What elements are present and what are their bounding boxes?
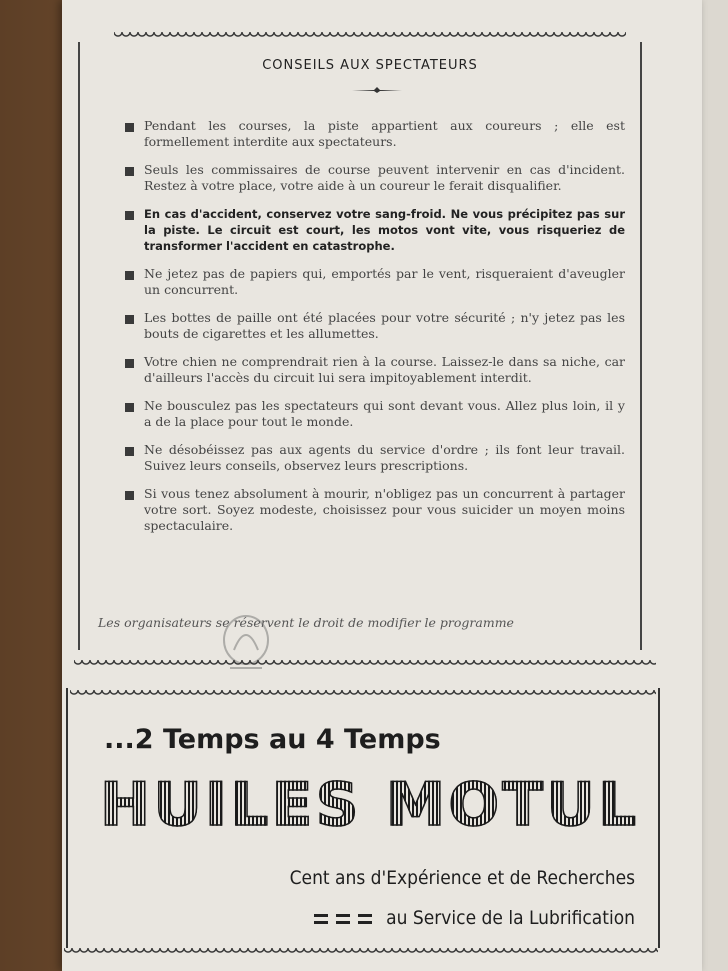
advice-text: Votre chien ne comprendrait rien à la course. Laissez-le dans sa niche, car d'ailleurs l'accès du circuit lui sera impitoyablement interdit. <box>144 354 625 385</box>
square-bullet-icon <box>125 211 134 220</box>
advice-text: Si vous tenez absolument à mourir, n'obligez pas un concurrent à partager votre sort. Soyez modeste, choisissez pour vous suicider un moyen moins spectaculaire. <box>144 486 625 533</box>
organizers-note: Les organisateurs se réservent le droit de modifier le programme <box>98 615 514 630</box>
advice-item <box>125 266 625 298</box>
advice-text: Pendant les courses, la piste appartient aux coureurs ; elle est formellement interdite aux spectateurs. <box>144 118 625 149</box>
advice-item <box>125 486 625 534</box>
tagline-line-2 <box>245 898 635 938</box>
title-ornament <box>352 86 402 94</box>
tagline-line-1: Cent ans d'Expérience et de Recherches <box>289 867 635 889</box>
advice-list <box>125 118 625 546</box>
square-bullet-icon <box>125 403 134 412</box>
square-bullet-icon <box>125 491 134 500</box>
advice-text: Ne bousculez pas les spectateurs qui sont devant vous. Allez plus loin, il y a de la place pour tout le monde. <box>144 398 625 429</box>
advice-text: Ne désobéissez pas aux agents du service d'ordre ; ils font leur travail. Suivez leurs conseils, observez leurs prescriptions. <box>144 442 625 473</box>
advice-item <box>125 206 625 254</box>
square-bullet-icon <box>125 315 134 324</box>
bottom-wavy-border <box>64 948 658 956</box>
ad-tagline <box>245 858 635 938</box>
tagline-line-2-text: au Service de la Lubrification <box>386 907 635 929</box>
adjacent-page <box>700 0 728 971</box>
top-wavy-border <box>114 32 626 40</box>
advice-item <box>125 398 625 430</box>
square-bullet-icon <box>125 447 134 456</box>
notice-title: CONSEILS AUX SPECTATEURS <box>262 58 478 73</box>
ornament-dashes-icon <box>314 912 372 926</box>
advice-text: En cas d'accident, conservez votre sang-froid. Ne vous précipitez pas sur la piste. Le circuit est court, les motos vont vite, vous risqueriez de transformer l'accident en catastrophe. <box>144 207 625 253</box>
square-bullet-icon <box>125 271 134 280</box>
advice-item <box>125 354 625 386</box>
square-bullet-icon <box>125 167 134 176</box>
middle-wavy-border <box>74 660 656 668</box>
advice-item <box>125 162 625 194</box>
advice-text: Seuls les commissaires de course peuvent intervenir en cas d'incident. Restez à votre place, votre aide à un coureur le ferait disqualifier. <box>144 162 625 193</box>
square-bullet-icon <box>125 123 134 132</box>
advice-item <box>125 310 625 342</box>
motul-brand-logo: HUILES MOTUL <box>100 770 640 840</box>
ink-stamp-icon <box>216 610 276 680</box>
advice-text: Ne jetez pas de papiers qui, emportés par le vent, risqueraient d'aveugler un concurrent. <box>144 266 625 297</box>
advice-text: Les bottes de paille ont été placées pour votre sécurité ; n'y jetez pas les bouts de cigarettes et les allumettes. <box>144 310 625 341</box>
square-bullet-icon <box>125 359 134 368</box>
ad-headline: ...2 Temps au 4 Temps <box>104 724 441 755</box>
advice-item <box>125 442 625 474</box>
advice-item <box>125 118 625 150</box>
